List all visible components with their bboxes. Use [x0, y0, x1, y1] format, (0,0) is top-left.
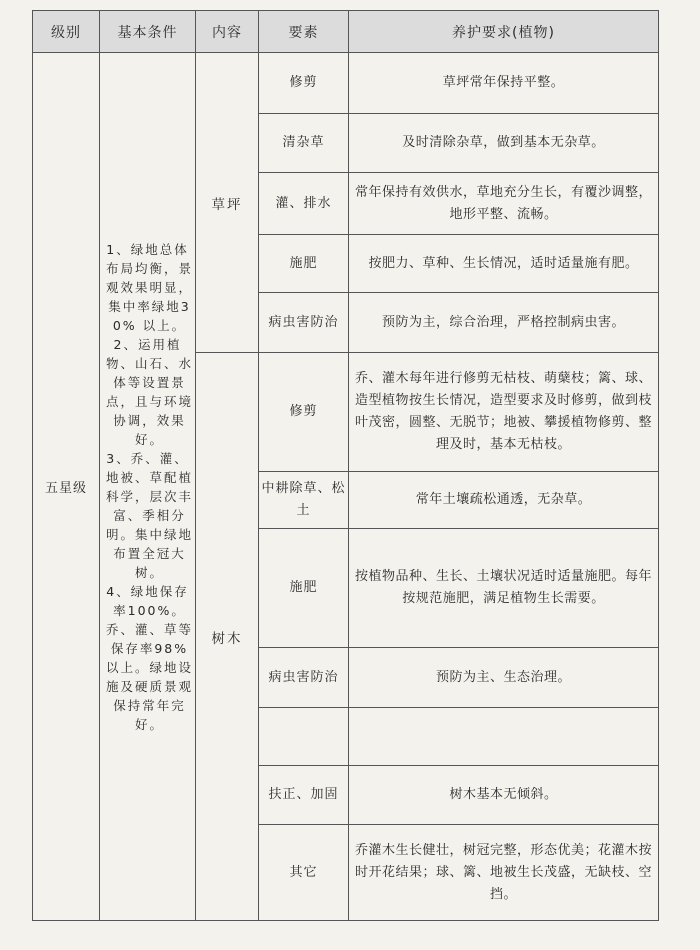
element-cell: 修剪 — [259, 53, 349, 114]
maintenance-standards-table — [32, 10, 659, 921]
element-cell: 病虫害防治 — [259, 293, 349, 353]
requirement-cell: 草坪常年保持平整。 — [349, 53, 659, 114]
header-basic-conditions: 基本条件 — [100, 11, 196, 53]
requirement-cell: 常年保持有效供水，草地充分生长，有覆沙调整，地形平整、流畅。 — [349, 173, 659, 235]
element-cell: 其它 — [259, 825, 349, 921]
basic-conditions-cell — [100, 53, 196, 921]
basic-condition-item: 1、绿地总体布局均衡，景观效果明显，集中率绿地30% 以上。 — [105, 241, 193, 333]
element-cell: 病虫害防治 — [259, 648, 349, 708]
table-row — [33, 53, 659, 114]
requirement-cell — [349, 708, 659, 766]
requirement-cell: 及时清除杂草，做到基本无杂草。 — [349, 114, 659, 173]
requirement-cell: 乔、灌木每年进行修剪无枯枝、萌蘖枝；篱、球、造型植物按生长情况，造型要求及时修剪，做到枝叶茂密，圆整、无脱节；地被、攀援植物修剪、整理及时，基本无枯枝。 — [349, 353, 659, 472]
element-cell: 施肥 — [259, 529, 349, 648]
level-cell: 五星级 — [33, 53, 100, 921]
header-level: 级别 — [33, 11, 100, 53]
requirement-cell: 树木基本无倾斜。 — [349, 766, 659, 825]
element-cell: 修剪 — [259, 353, 349, 472]
header-element: 要素 — [259, 11, 349, 53]
requirement-cell: 预防为主、生态治理。 — [349, 648, 659, 708]
group-lawn: 草坪 — [196, 53, 259, 353]
element-cell: 中耕除草、松土 — [259, 472, 349, 529]
requirement-cell: 常年土壤疏松通透，无杂草。 — [349, 472, 659, 529]
element-cell: 施肥 — [259, 235, 349, 293]
table-header-row — [33, 11, 659, 53]
element-cell: 灌、排水 — [259, 173, 349, 235]
basic-condition-item: 4、绿地保存率100%。乔、灌、草等保存率98% 以上。绿地设施及硬质景观保持常年完好。 — [105, 583, 193, 732]
basic-condition-item: 2、运用植物、山石、水体等设置景点，且与环境协调，效果好。 — [105, 336, 193, 447]
header-requirement: 养护要求(植物) — [349, 11, 659, 53]
group-trees: 树木 — [196, 353, 259, 921]
basic-condition-item: 3、乔、灌、地被、草配植科学，层次丰富、季相分明。集中绿地布置全冠大树。 — [105, 450, 193, 580]
element-cell — [259, 708, 349, 766]
requirement-cell: 按肥力、草种、生长情况，适时适量施有肥。 — [349, 235, 659, 293]
element-cell: 扶正、加固 — [259, 766, 349, 825]
requirement-cell: 按植物品种、生长、土壤状况适时适量施肥。每年按规范施肥，满足植物生长需要。 — [349, 529, 659, 648]
requirement-cell: 预防为主，综合治理，严格控制病虫害。 — [349, 293, 659, 353]
element-cell: 清杂草 — [259, 114, 349, 173]
requirement-cell: 乔灌木生长健壮，树冠完整，形态优美；花灌木按时开花结果；球、篱、地被生长茂盛，无缺枝、空挡。 — [349, 825, 659, 921]
header-content: 内容 — [196, 11, 259, 53]
